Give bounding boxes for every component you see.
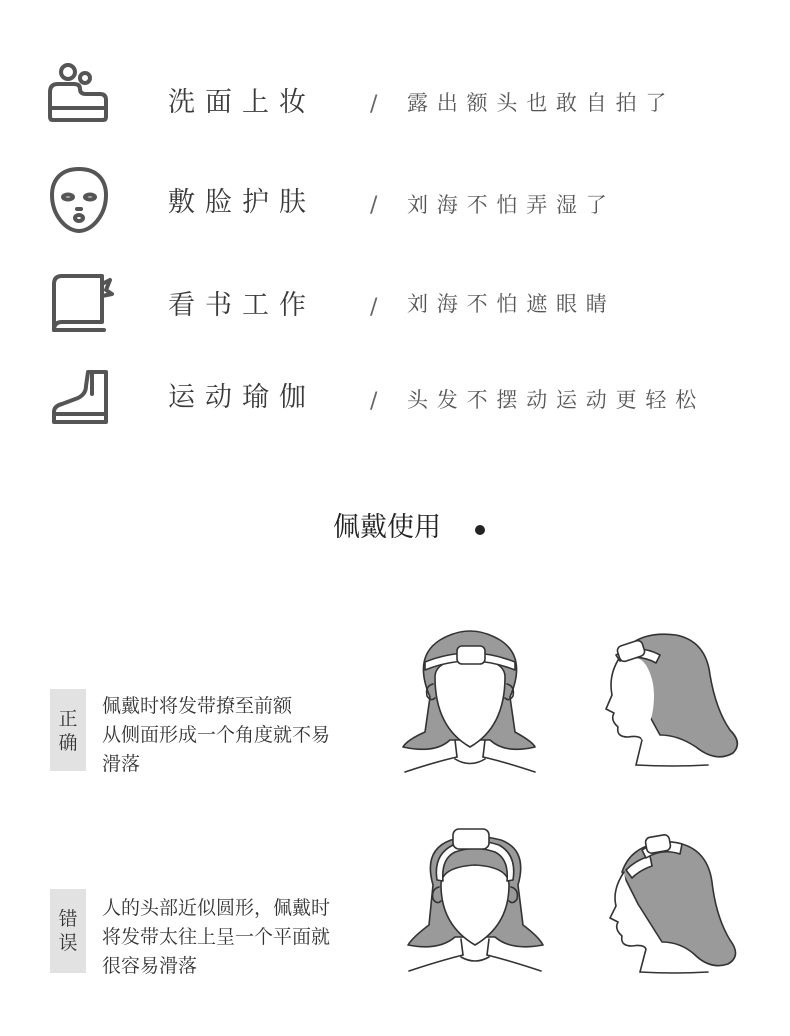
correct-note-line: 从侧面形成一个角度就不易 [102,724,331,746]
wrong-note [102,894,377,981]
use-title: 敷脸护肤 [168,187,316,218]
wrong-note-line: 将发带太往上呈一个平面就 [102,926,331,948]
use-title: 洗面上妆 [168,87,316,118]
correct-note-line: 滑落 [102,753,141,775]
use-row-wash [0,62,790,132]
use-description: 露出额头也敢自拍了 [407,91,676,115]
wrong-front-illustration [403,825,548,975]
face-mask-icon [44,165,114,235]
use-row-mask [0,165,790,235]
use-slash: / [370,295,378,320]
use-row-sport [0,364,790,434]
book-icon [44,268,114,338]
correct-front-illustration [395,622,545,777]
usage-heading: 佩戴使用 [333,512,441,543]
wrong-note-line: 人的头部近似圆形，佩戴时 [102,897,331,919]
correct-note-line: 佩戴时将发带撩至前额 [102,695,293,717]
use-slash: / [370,193,378,218]
correct-tag-char: 确 [58,732,78,754]
use-title: 运动瑜伽 [168,382,316,413]
use-description: 头发不摆动运动更轻松 [407,388,705,412]
wrong-note-line: 很容易滑落 [102,955,198,977]
use-slash: / [370,389,378,414]
heading-dot [475,525,485,535]
use-slash: / [370,92,378,117]
wrong-tag-char: 错 [58,908,78,930]
wrong-tag-char: 误 [58,932,78,954]
use-description: 刘海不怕弄湿了 [407,193,616,217]
boot-icon [44,364,114,434]
use-row-book [0,268,790,338]
use-description: 刘海不怕遮眼睛 [407,292,616,316]
wrong-side-illustration [602,832,747,977]
correct-tag [50,689,86,771]
correct-note [102,692,377,779]
correct-side-illustration [598,625,748,775]
wash-face-icon [44,62,114,132]
use-title: 看书工作 [168,290,316,321]
wrong-tag [50,889,86,973]
correct-tag-char: 正 [58,708,78,730]
